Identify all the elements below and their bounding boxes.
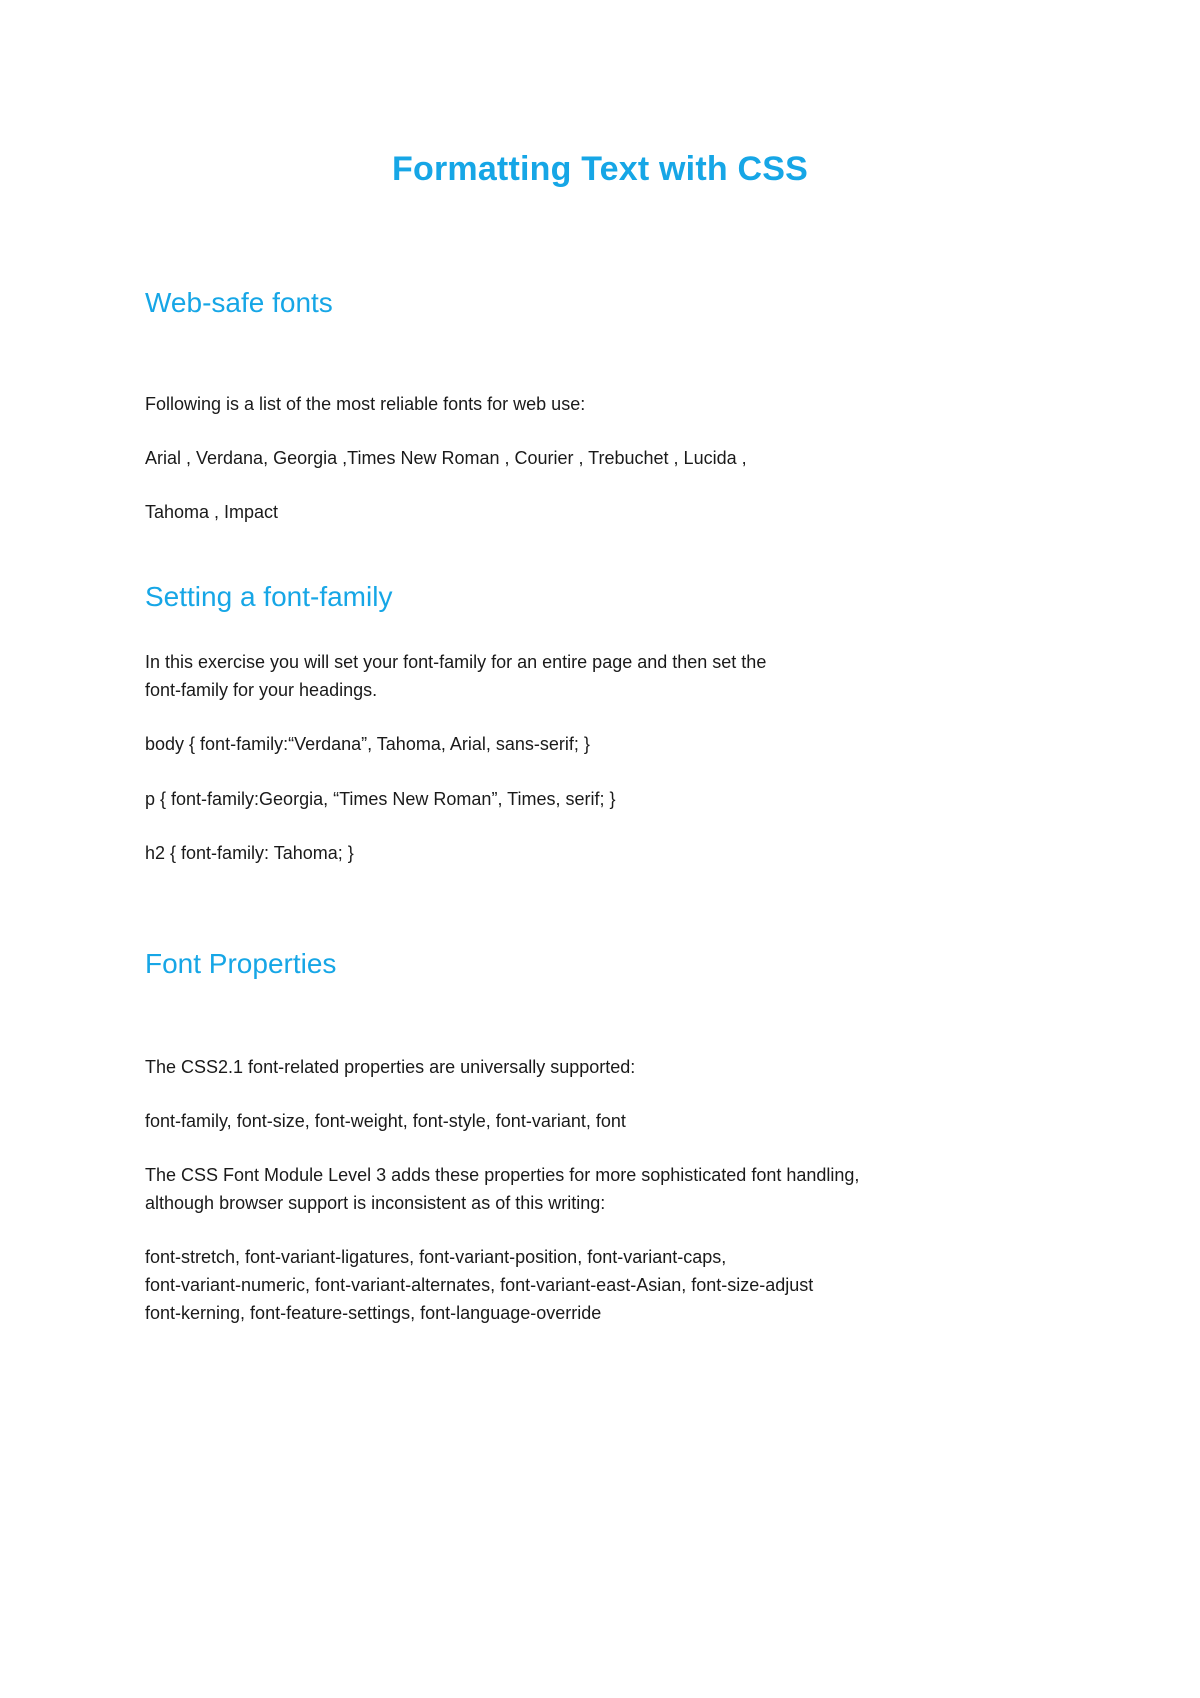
paragraph <box>145 1053 635 1081</box>
paragraph <box>145 444 747 472</box>
paragraph-line: p { font-family:Georgia, “Times New Roman”, Times, serif; } <box>145 789 616 809</box>
paragraph-line: h2 { font-family: Tahoma; } <box>145 843 354 863</box>
paragraph <box>145 390 585 418</box>
paragraph-line: font-family, font-size, font-weight, font-style, font-variant, font <box>145 1111 626 1131</box>
paragraph <box>145 498 278 526</box>
paragraph-line: body { font-family:“Verdana”, Tahoma, Arial, sans-serif; } <box>145 734 590 754</box>
code-example-p <box>145 785 615 813</box>
paragraph-line: font-kerning, font-feature-settings, font-language-override <box>145 1303 602 1323</box>
paragraph-line: The CSS2.1 font-related properties are universally supported: <box>145 1057 636 1077</box>
code-example-h2 <box>145 839 354 867</box>
paragraph <box>145 648 766 704</box>
paragraph-line: font-family for your headings. <box>145 680 378 700</box>
section-heading-web-safe-fonts: Web-safe fonts <box>145 287 333 318</box>
paragraph-line: Arial , Verdana, Georgia ,Times New Roman , Courier , Trebuchet , Lucida , <box>145 448 747 468</box>
section-heading-setting-a-font-family: Setting a font-family <box>145 581 393 612</box>
paragraph <box>145 1107 626 1135</box>
paragraph <box>145 1161 859 1217</box>
section-heading-font-properties: Font Properties <box>145 948 337 979</box>
paragraph-line: The CSS Font Module Level 3 adds these properties for more sophisticated font handling, <box>145 1165 860 1185</box>
page-title: Formatting Text with CSS <box>392 150 808 188</box>
paragraph-line: font-stretch, font-variant-ligatures, font-variant-position, font-variant-caps, <box>145 1247 727 1267</box>
code-example-body <box>145 730 590 758</box>
paragraph-line: Tahoma , Impact <box>145 502 279 522</box>
paragraph-line: font-variant-numeric, font-variant-alternates, font-variant-east-Asian, font-size-adjust <box>145 1275 814 1295</box>
paragraph <box>145 1243 813 1327</box>
paragraph-line: although browser support is inconsistent as of this writing: <box>145 1193 606 1213</box>
paragraph-line: In this exercise you will set your font-family for an entire page and then set the <box>145 652 767 672</box>
paragraph-line: Following is a list of the most reliable fonts for web use: <box>145 394 586 414</box>
